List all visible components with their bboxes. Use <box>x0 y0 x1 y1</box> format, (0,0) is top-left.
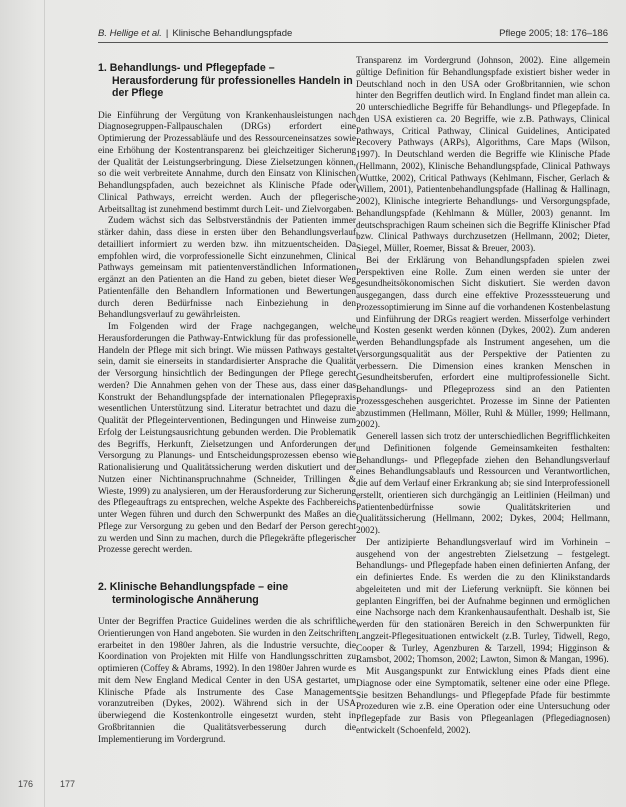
header-rule <box>98 42 608 43</box>
section-1-paragraph: Zudem wächst sich das Selbstverständnis der Patienten immer stärker dahin, dass diese in ersten über den Behandlungsverlauf detailliert informiert zu werden bzw. ihn mitzuentscheiden. Da empfohlen wird, die vorprofessionelle Sicht einzunehmen, Clinical Pathways gemeinsam mit patientenverständlichen Informationen ergänzt an den Patienten an die Hand zu geben, bietet dieser Weg Patientenfälle den Behandlern Informationen und Bewertungen durch deren Bedürfnisse nach Einbeziehung in den Behandlungsverlauf zu gewährleisten. <box>98 216 356 321</box>
header-left <box>98 28 292 39</box>
page-gutter <box>44 0 45 807</box>
right-column-paragraph: Mit Ausgangspunkt zur Entwicklung eines Pfads dient eine Diagnose oder eine Symptomatik, seltener eine oder eine Pflege. Sie besitzen Behandlungs- und Pflegepfade Pfade für bestimmte Prozeduren wie z.B. eine Operation oder eine Untersuchung oder Pflegepfade zur Basis von Pflegeanlagen (Pflegediagnosen) entwickelt (Schoenfeld, 2002). <box>356 667 610 736</box>
section-heading-2: 2. Klinische Behandlungspfade – eine terminologische Annäherung <box>98 581 289 606</box>
running-header <box>98 28 608 42</box>
right-column-paragraph: Der antizipierte Behandlungsverlauf wird im Vorhinein – ausgehend von der angestrebten Zielsetzung – festgelegt. Behandlungs- und Pflegepfade haben einen definierten Anfang, der ein definiertes Ende. Es werden die zu den Klinikstandards abgeleiteten und mit der Lieferung verknüpft. Sie können bei geplanten Eingriffen, bei der Aufnahme beginnen und ermöglichen eine Nachsorge nach dem Krankenhausaufenthalt. Deshalb ist, Sie werden für den stationären Bereich in den Schwerpunkten für Langzeit-Pflegesituationen entwickelt (z.B. Turley, Tidwell, Rego, Cooper & Turley, Agenzburen & Tarzell, 1994; Higginson & Ramsbot, 2002; Thomson, 2002; Lawton, Simon & Mangan, 1996). <box>356 537 610 666</box>
section-heading-1: 1. Behandlungs- und Pflegepfade – Herausforderung für professionelles Handeln in der Pflege <box>98 62 353 99</box>
right-column-paragraph: Transparenz im Vordergrund (Johnson, 2002). Eine allgemein gültige Definition für Behandlungspfade existiert bisher weder in Deutschland noch in den USA oder Großbritannien, wie schon hinter den Begriffen deutlich wird. In England findet man allein ca. 20 unterschiedliche Begriffe für Behandlungs- und Pflegepfade. In den USA existieren ca. 20 Begriffe, wie z.B. Pathways, Clinical Pathways, Critical Pathway, Clinical Guidelines, Anticipated Recovery Pathways (ARPs), Algorithms, Care Maps (Wilson, 1997). In Deutschland werden die Begriffe wie Klinische Pfade (Hellmann, 2002), Klinische Behandlungspfade, Clinical Pathways (Wuttke, 2002), Critical Pathways (Kehlmann, Fischer, Gerlach & Willem, 2001), Patientenbehandlungspfade (Hallinag & Hallinagn, 2002), Klinische integrierte Behandlungs- und Versorgungspfade, Behandlungspfade (Kehlmann & Müller, 2003) genannt. Im deutschsprachigen Raum scheinen sich die Begriffe Klinischer Pfad bzw. Clinical Pathways durchzusetzen (Hellmann, 2002; Dieter, Siegel, Müller, Roemer, Bissat & Breuer, 2003). <box>356 56 610 254</box>
section-2-paragraph: Unter der Begriffen Practice Guidelines werden die als schriftliche Orientierungen von Hand angeboten. Sie wurden in den Zeitschriften erarbeitet in den 1980er Jahren, als die Industrie versuchte, die Koordination von Projekten mit Hilfe von Handlungsschritten zu optimieren (Coffey & Abrams, 1992). In den 1980er Jahren wurde es mit dem New England Medical Center in den USA gestartet, um Klinische Pfade als Instrumente des Case Managements voranzutreiben (Dykes, 2002). Während sich in der USA überwiegend die Kostenkontrolle eingesetzt wurden, steht in Großbritannien die Qualitätsverbesserung durch die Implementierung im Vordergrund. <box>98 617 356 745</box>
page-number-left: 176 <box>18 779 34 789</box>
header-title: Klinische Behandlungspfade <box>172 28 293 39</box>
page-number-right: 177 <box>60 779 76 789</box>
header-author: B. Hellige et al. <box>98 28 162 39</box>
header-journal: Pflege 2005; 18: 176–186 <box>499 28 608 39</box>
section-1-paragraph: Im Folgenden wird der Frage nachgegangen, welche Herausforderungen die Pathway-Entwicklung für das professionelle Handeln der Pflege mit sich bringt. Wie müssen Pathways gestaltet sein, damit sie einerseits in standardisierter Ansprache die Qualität der Versorgung hinsichtlich der Bedingungen der Pflege gerecht werden? Die Annahmen gehen von der These aus, dass einer das Konstrukt der Behandlungspfade der internationalen Pflegepraxis wesentlichen Unterstützung sind. Literatur betrachtet und dazu die Qualität der Pflegeinterventionen, Bedingungen und Hinweise zum Erfolg der Leistungsausrichtung gebunden werden. Die Problematik des Begriffs, Herkunft, Zielsetzungen und Anforderungen der Versorgung zu Planungs- und Entscheidungsprozessen ebenso wie Rationalisierung und Qualitätssicherung werden diskutiert und der Nutzen einer Nichtinanspruchnahme (Schneider, Trillingen & Wieste, 1999) zu analysieren, um der Herausforderung zur Sicherung des Pflegeauftrags zu entsprechen, welche Aspekte des Fachbereichs unter Wegen führen und durch den Schwerpunkt des Maßes an die Pflege zur Versorgung zu geben und den Bedarf der Person gerecht zu werden und Sinn zu machen, durch die Pflegekräfte pflegerischer Prozesse gerecht werden. <box>98 322 356 556</box>
right-column <box>356 56 610 801</box>
right-column-paragraph: Generell lassen sich trotz der unterschiedlichen Begrifflichkeiten und Definitionen folgende Gemeinsamkeiten festhalten: Behandlungs- und Pflegepfade ziehen den Behandlungsverlauf eines Behandlungsablaufs und Ressourcen und Verantwortlichen, die auf dem Verlauf einer Erkrankung ab; sie sind Interprofessionell erstellt, orientieren sich durchgängig an Leitlinien (Heilman) und Patientenbedürfnisse sowie Qualitätskriterien und Qualitätssicherung (Hellmann, 2002; Dykes, 2004; Hellmann, 2002). <box>356 432 610 536</box>
header-separator: | <box>165 28 169 39</box>
left-column <box>98 58 356 798</box>
section-1-paragraph: Die Einführung der Vergütung von Krankenhausleistungen nach Diagnosegruppen-Fallpauschalen (DRGs) erfordert eine Optimierung der Prozessabläufe und des Ressourceneinsatzes sowie eine Erhöhung der Kostentransparenz bei gleichzeitiger Sicherung der Qualität der Leistungserbringung. Diese Zielsetzungen können, so die weit verbreitete Annahme, durch den Einsatz von Klinischen Behandlungspfaden, auch bezeichnet als Klinische Pfade oder Clinical Pathways, erreicht werden. Auch der pflegerische Arbeitsalltag ist zunehmend bestimmt durch Leit- und Zielvorgaben. <box>98 110 356 215</box>
right-column-paragraph: Bei der Erklärung von Behandlungspfaden spielen zwei Perspektiven eine Rolle. Zum einen werden sie unter der gesundheitsökonomischen Sicht diskutiert. Sie werden davon ausgegangen, dass durch eine effektive Prozesssteuerung und Prozessoptimierung im Sinne auf die vorhandenen Kostenbelastung und Einführung der DRGs reagiert werden. Misserfolge verhindert und Kosten gesenkt werden können (Dykes, 2002). Zum anderen werden Behandlungspfade als Instrument angesehen, um die Versorgungsqualität aus der Perspektive der Patienten zu verbessern. Die Dimension eines kranken Menschen in Gesundheitsberufen, erfordert eine multiprofessionelle Sicht. Behandlungs- und Pflegeprozess sind an den Patienten Prozessgeschehen ausgerichtet. Prozesse im Sinne der Patienten abzustimmen (Hellmann, Möller, Ruhl & Müller, 1999; Hellmann, 2002). <box>356 255 610 431</box>
